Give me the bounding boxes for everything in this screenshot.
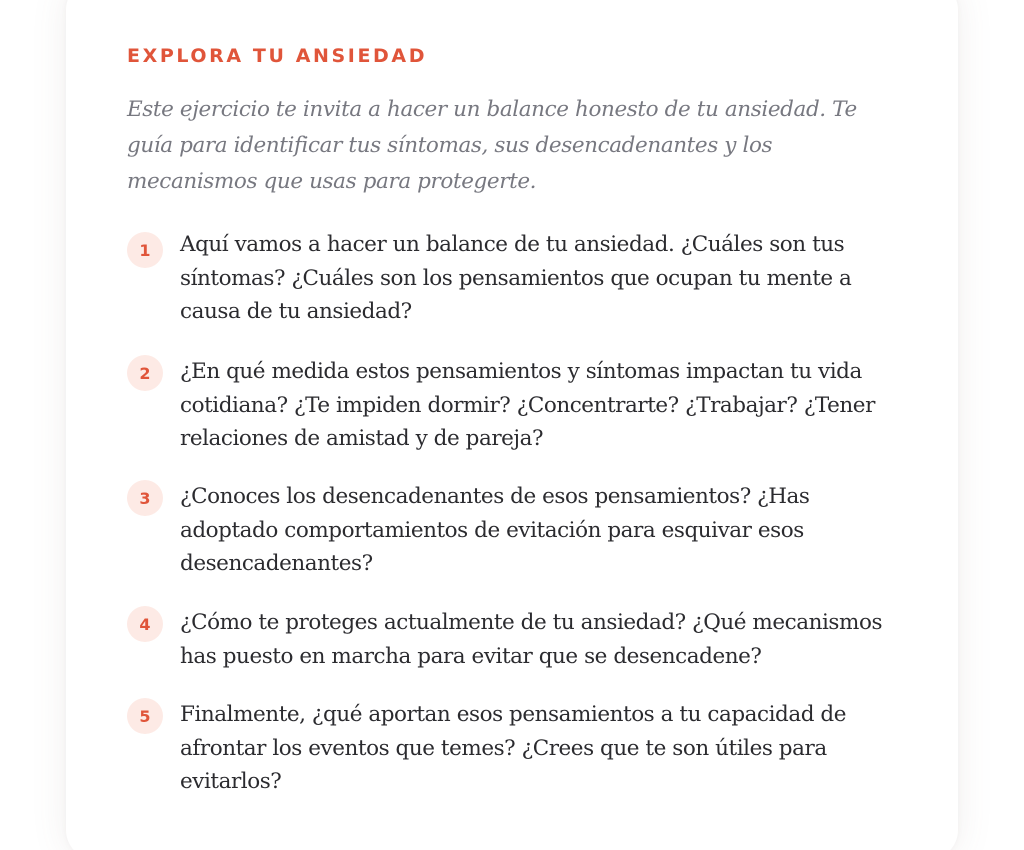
step-text: Finalmente, ¿qué aportan esos pensamientos a tu capacidad de afrontar los eventos que temes? ¿Crees que te son útiles para evitarlos? (180, 702, 846, 794)
exercise-intro: Este ejercicio te invita a hacer un balance honesto de tu ansiedad. Te guía para identificar tus síntomas, sus desencadenantes y los mecanismos que usas para protegerte. (127, 97, 857, 194)
step-text: ¿Conoces los desencadenantes de esos pensamientos? ¿Has adoptado comportamientos de evitación para esquivar esos desencadenantes? (180, 484, 810, 576)
step-number-badge: 2 (127, 355, 163, 391)
step-text: ¿En qué medida estos pensamientos y síntomas impactan tu vida cotidiana? ¿Te impiden dormir? ¿Concentrarte? ¿Trabajar? ¿Tener relaciones de amistad y de pareja? (180, 359, 875, 451)
exercise-title: EXPLORA TU ANSIEDAD (127, 45, 428, 67)
step-number-badge: 5 (127, 698, 163, 734)
step-number-badge: 4 (127, 606, 163, 642)
step-text: ¿Cómo te proteges actualmente de tu ansiedad? ¿Qué mecanismos has puesto en marcha para evitar que se desencadene? (180, 610, 883, 669)
step-text: Aquí vamos a hacer un balance de tu ansiedad. ¿Cuáles son tus síntomas? ¿Cuáles son los pensamientos que ocupan tu mente a causa de tu ansiedad? (180, 232, 852, 324)
step-number-badge: 1 (127, 232, 163, 268)
step-number-badge: 3 (127, 480, 163, 516)
